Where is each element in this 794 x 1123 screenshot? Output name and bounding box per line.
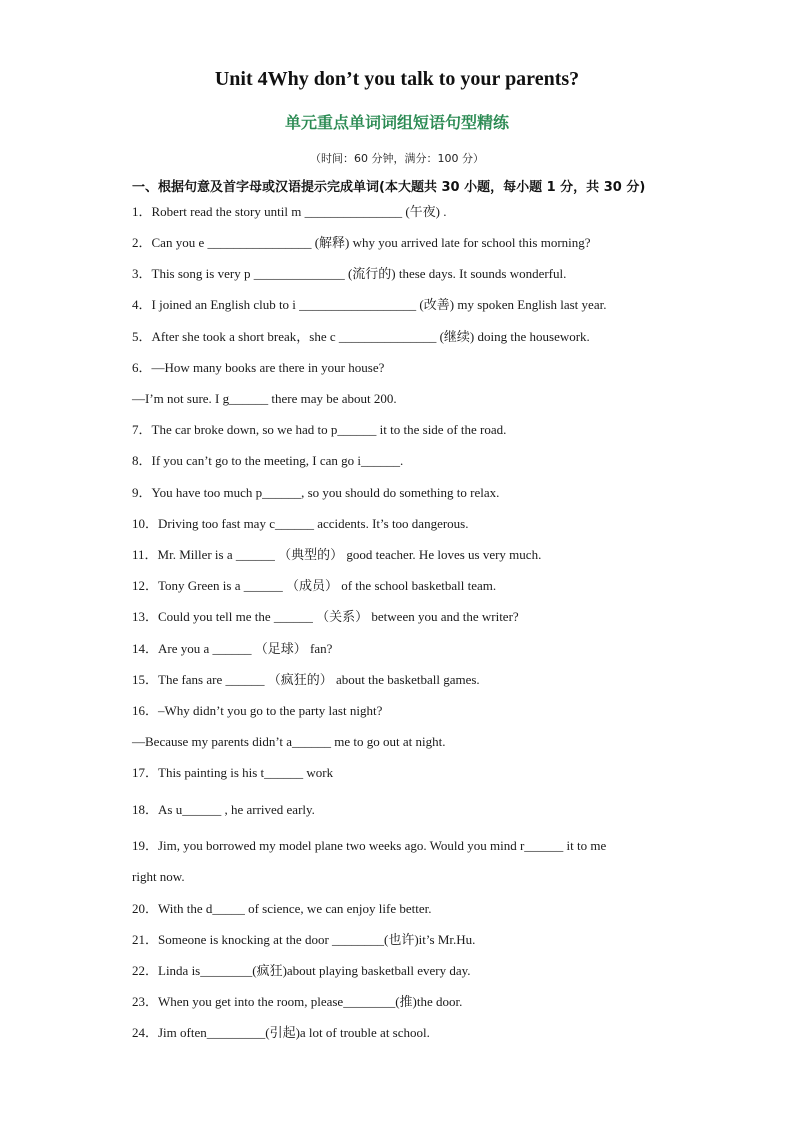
question-line: 7．The car broke down, so we had to p______ it to the side of the road.: [132, 422, 507, 437]
question-line: 16．–Why didn’t you go to the party last night?: [132, 703, 383, 718]
question-line: 17．This painting is his t______ work: [132, 765, 334, 780]
section-heading: 一、根据句意及首字母或汉语提示完成单词(本大题共 30 小题，每小题 1 分，共 30 分): [132, 180, 646, 195]
question-line: 5．After she took a short break，she c _______________ (继续) doing the housework.: [132, 329, 590, 344]
question-line: 4．I joined an English club to i __________________ (改善) my spoken English last year.: [132, 297, 607, 312]
question-line: 23．When you get into the room, please________(推)the door.: [132, 994, 463, 1009]
question-line: 11．Mr. Miller is a ______ （典型的） good teacher. He loves us very much.: [132, 547, 542, 562]
question-line: 9．You have too much p______, so you should do something to relax.: [132, 485, 500, 500]
question-line: 19．Jim, you borrowed my model plane two weeks ago. Would you mind r______ it to me: [132, 838, 607, 853]
question-line: 13．Could you tell me the ______ （关系） between you and the writer?: [132, 609, 519, 624]
exam-meta: （时间：60 分钟，满分：100 分）: [310, 152, 484, 165]
page-subtitle: 单元重点单词词组短语句型精练: [284, 113, 509, 132]
question-line: 3．This song is very p ______________ (流行的) these days. It sounds wonderful.: [132, 266, 567, 281]
question-line: 21．Someone is knocking at the door ________(也许)it’s Mr.Hu.: [132, 932, 476, 947]
question-line: 2．Can you e ________________ (解释) why you arrived late for school this morning?: [132, 235, 591, 250]
question-line: 8．If you can’t go to the meeting, I can go i______.: [132, 453, 404, 468]
question-line: 6．—How many books are there in your house?: [132, 360, 385, 375]
question-line: 1．Robert read the story until m _______________ (午夜) .: [132, 204, 447, 219]
question-line: 18．As u______ , he arrived early.: [132, 802, 315, 817]
question-line: 24．Jim often_________(引起)a lot of trouble at school.: [132, 1025, 430, 1040]
question-line: 15．The fans are ______ （疯狂的） about the basketball games.: [132, 672, 480, 687]
page-title: Unit 4Why don’t you talk to your parents?: [214, 68, 580, 90]
question-line: 12．Tony Green is a ______ （成员） of the school basketball team.: [132, 578, 497, 593]
question-line: 14．Are you a ______ （足球） fan?: [132, 641, 333, 656]
question-line: 22．Linda is________(疯狂)about playing basketball every day.: [132, 963, 471, 978]
question-line: right now.: [132, 869, 185, 884]
question-line: 20．With the d_____ of science, we can enjoy life better.: [132, 901, 432, 916]
question-line: —I’m not sure. I g______ there may be about 200.: [132, 391, 397, 406]
question-line: 10．Driving too fast may c______ accidents. It’s too dangerous.: [132, 516, 469, 531]
question-line: —Because my parents didn’t a______ me to go out at night.: [132, 734, 446, 749]
